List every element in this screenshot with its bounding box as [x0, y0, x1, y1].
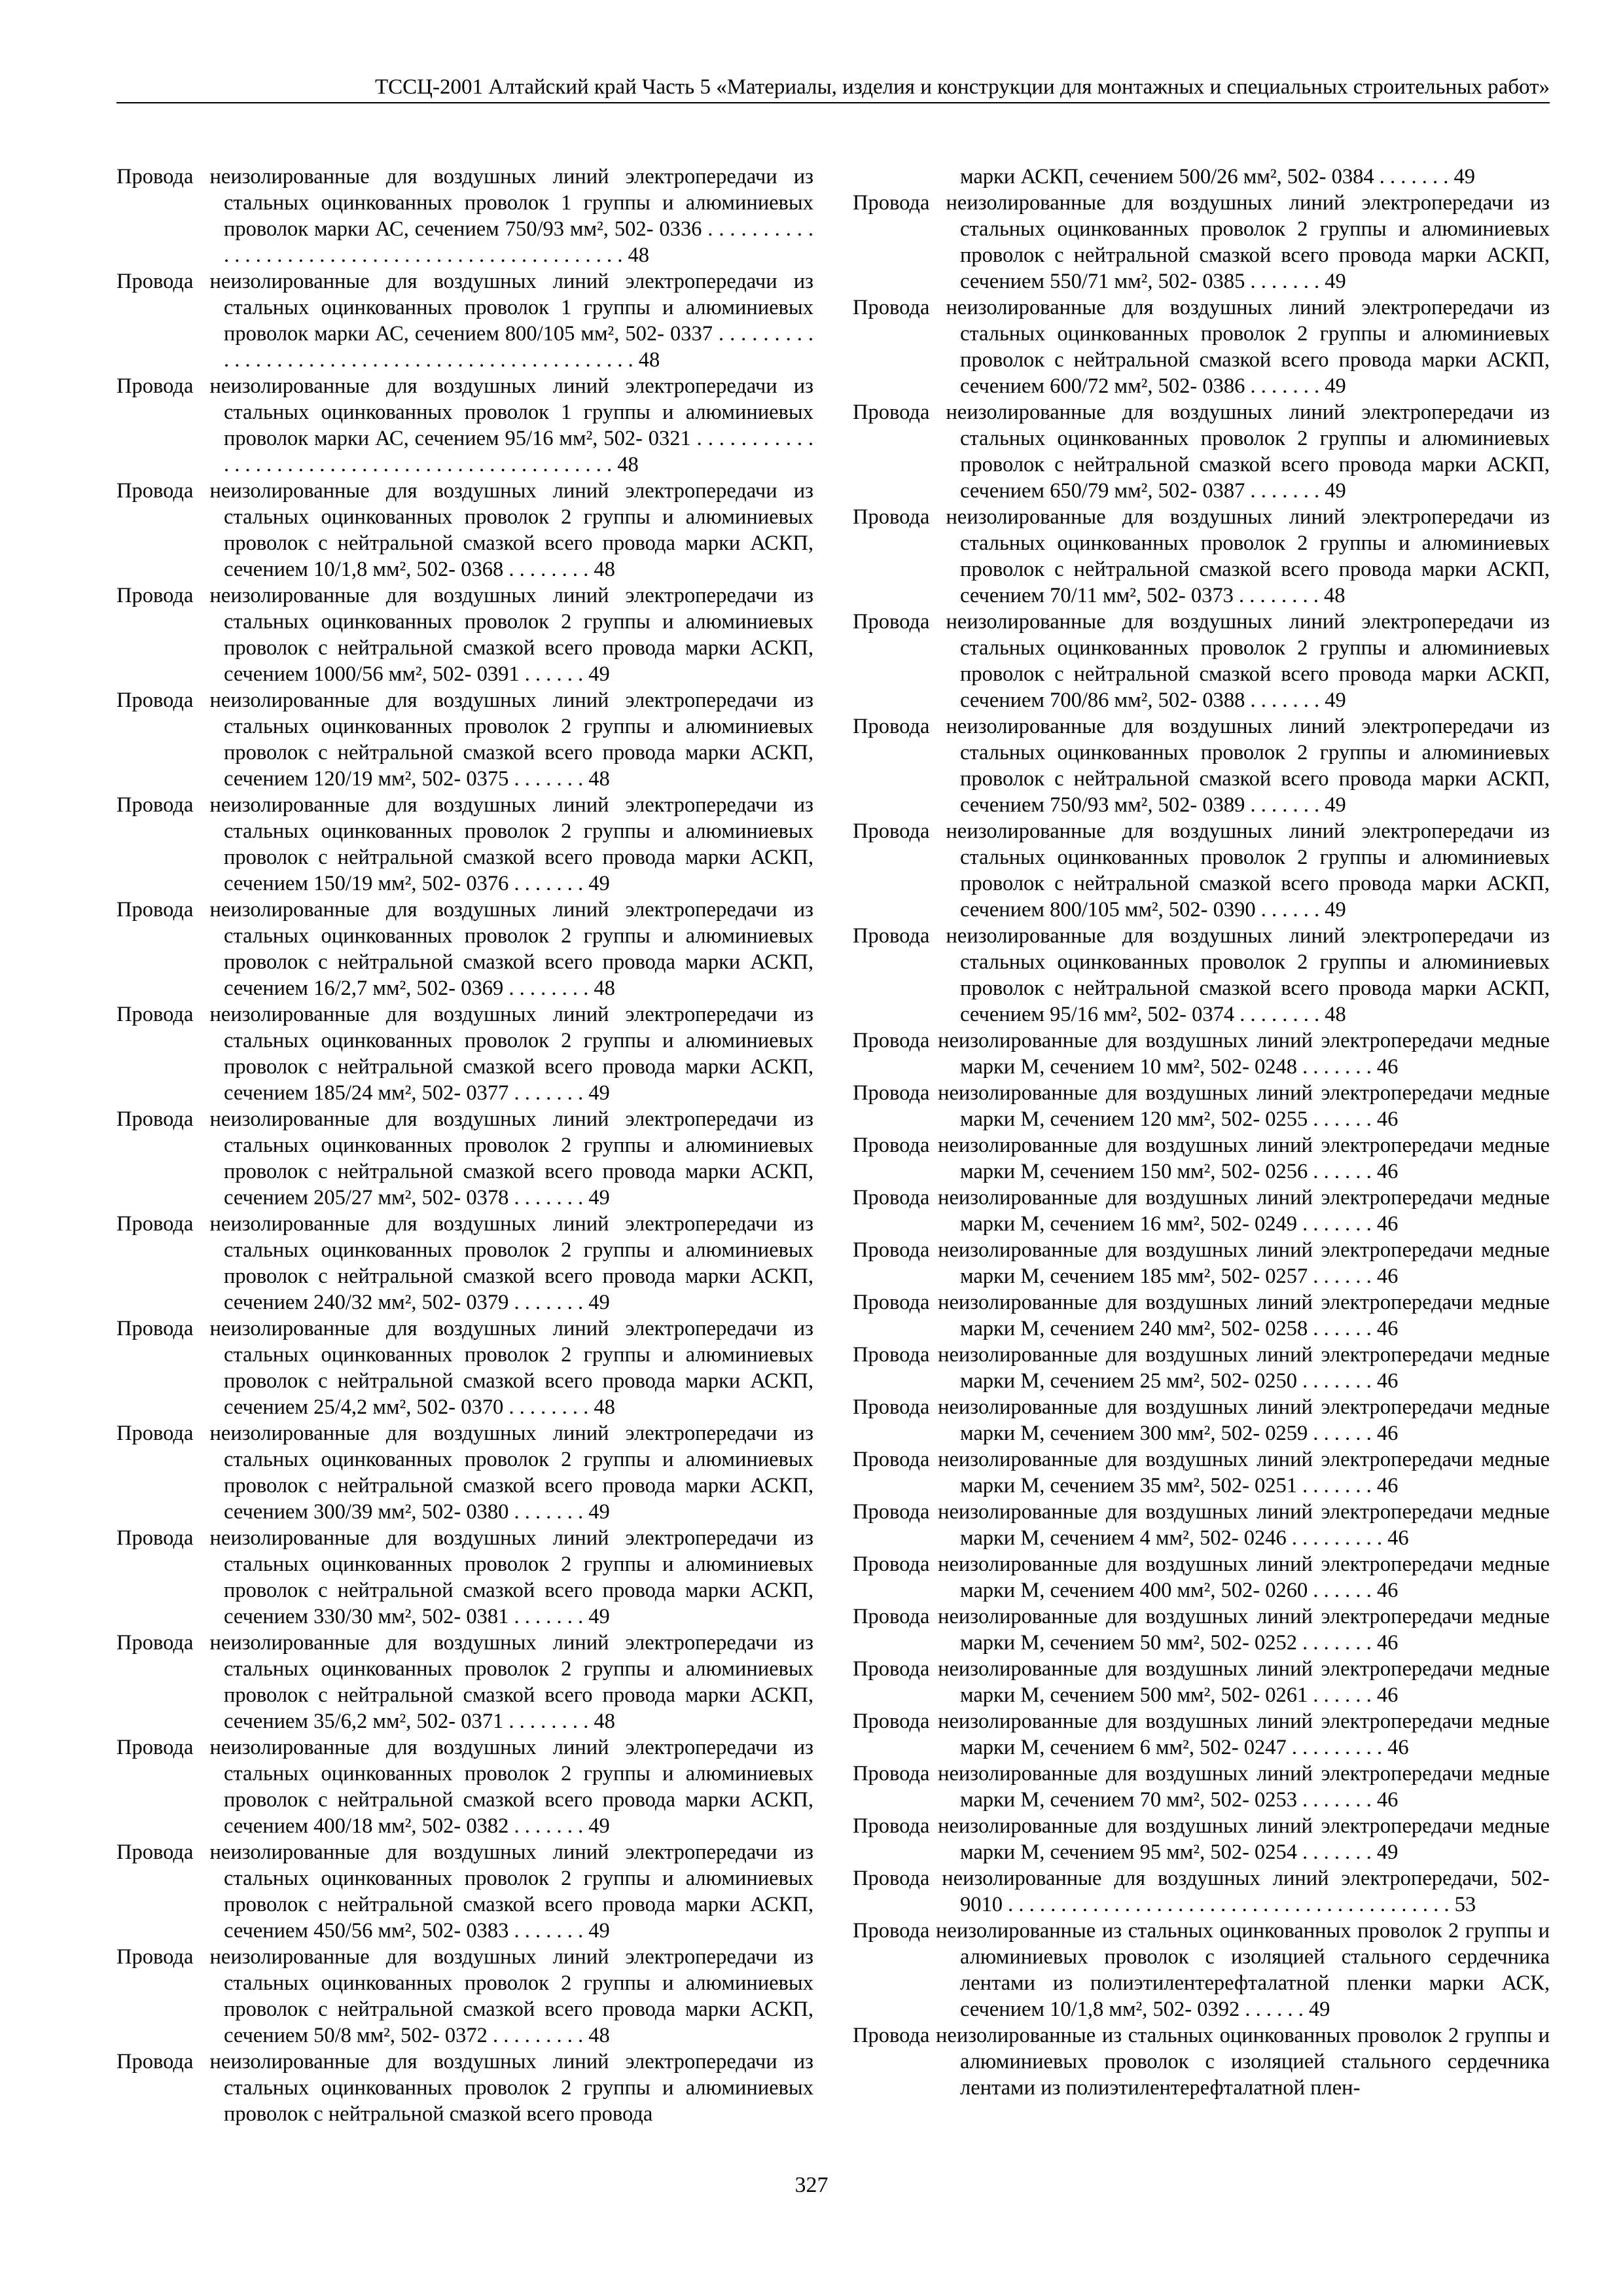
index-entry: Провода неизолированные для воздушных линий электропередачи медные марки М, сечением 150 мм², 502- 0256 . . . . . . 46	[853, 1134, 1550, 1183]
index-entry: Провода неизолированные из стальных оцинкованных проволок 2 группы и алюминиевых проволок с изоляцией стального сердечника лентами из полиэтилентерефталатной пленки марки АСК, сечением 10/1,8 мм², 502- 0392 . . . . . . 49	[853, 1919, 1550, 2021]
index-column-right	[853, 164, 1550, 2101]
index-entry: Провода неизолированные для воздушных линий электропередачи медные марки М, сечением 95 мм², 502- 0254 . . . . . . . 49	[853, 1814, 1550, 1864]
index-entry: Провода неизолированные для воздушных линий электропередачи из стальных оцинкованных проволок 2 группы и алюминиевых проволок с нейтральной смазкой всего провода марки АСКП, сечением 700/86 мм², 502- 0388 . . . . . . . 49	[853, 610, 1550, 712]
index-entry: Провода неизолированные для воздушных линий электропередачи из стальных оцинкованных проволок 2 группы и алюминиевых проволок с нейтральной смазкой всего провода марки АСКП, сечением 240/32 мм², 502- 0379 . . . . . . . 49	[116, 1212, 813, 1314]
index-entry: Провода неизолированные для воздушных линий электропередачи из стальных оцинкованных проволок 2 группы и алюминиевых проволок с нейтральной смазкой всего провода марки АСКП, сечением 205/27 мм², 502- 0378 . . . . . . . 49	[116, 1107, 813, 1210]
index-entry: Провода неизолированные для воздушных линий электропередачи из стальных оцинкованных проволок 2 группы и алюминиевых проволок с нейтральной смазкой всего провода марки АСКП, сечением 550/71 мм², 502- 0385 . . . . . . . 49	[853, 191, 1550, 293]
index-entry: Провода неизолированные для воздушных линий электропередачи медные марки М, сечением 70 мм², 502- 0253 . . . . . . . 46	[853, 1762, 1550, 1812]
index-entry: Провода неизолированные для воздушных линий электропередачи медные марки М, сечением 240 мм², 502- 0258 . . . . . . 46	[853, 1291, 1550, 1340]
index-entry: Провода неизолированные для воздушных линий электропередачи из стальных оцинкованных проволок 2 группы и алюминиевых проволок с нейтральной смазкой всего провода марки АСКП, сечением 330/30 мм², 502- 0381 . . . . . . . 49	[116, 1526, 813, 1628]
index-entry: Провода неизолированные для воздушных линий электропередачи из стальных оцинкованных проволок 2 группы и алюминиевых проволок с нейтральной смазкой всего провода марки АСКП, сечением 150/19 мм², 502- 0376 . . . . . . . 49	[116, 793, 813, 895]
index-entry: Провода неизолированные для воздушных линий электропередачи из стальных оцинкованных проволок 2 группы и алюминиевых проволок с нейтральной смазкой всего провода марки АСКП, сечением 1000/56 мм², 502- 0391 . . . . . . 49	[116, 584, 813, 686]
index-entry: Провода неизолированные для воздушных линий электропередачи из стальных оцинкованных проволок 2 группы и алюминиевых проволок с нейтральной смазкой всего провода марки АСКП, сечением 95/16 мм², 502- 0374 . . . . . . . . 48	[853, 924, 1550, 1026]
index-entry: Провода неизолированные для воздушных линий электропередачи из стальных оцинкованных проволок 1 группы и алюминиевых проволок марки АС, сечением 750/93 мм², 502- 0336 . . . . . . . . . . . . . . . . . . . . . . . . . . . . . . . . . . . . . . . . . . . . . . . . 48	[116, 165, 813, 267]
index-entry: Провода неизолированные для воздушных линий электропередачи медные марки М, сечением 6 мм², 502- 0247 . . . . . . . . . 46	[853, 1710, 1550, 1759]
index-entry: Провода неизолированные для воздушных линий электропередачи медные марки М, сечением 500 мм², 502- 0261 . . . . . . 46	[853, 1657, 1550, 1707]
index-entry: Провода неизолированные для воздушных линий электропередачи из стальных оцинкованных проволок 2 группы и алюминиевых проволок с нейтральной смазкой всего провода марки АСКП, сечением 800/105 мм², 502- 0390 . . . . . . 49	[853, 819, 1550, 922]
page-number: 327	[794, 2173, 829, 2197]
index-entry: Провода неизолированные для воздушных линий электропередачи медные марки М, сечением 16 мм², 502- 0249 . . . . . . . 46	[853, 1186, 1550, 1236]
index-entry: Провода неизолированные для воздушных линий электропередачи медные марки М, сечением 50 мм², 502- 0252 . . . . . . . 46	[853, 1605, 1550, 1655]
index-entry: Провода неизолированные из стальных оцинкованных проволок 2 группы и алюминиевых проволок с изоляцией стального сердечника лентами из полиэтилентерефталатной плен-	[853, 2024, 1550, 2100]
index-entry: Провода неизолированные для воздушных линий электропередачи из стальных оцинкованных проволок 1 группы и алюминиевых проволок марки АС, сечением 95/16 мм², 502- 0321 . . . . . . . . . . . . . . . . . . . . . . . . . . . . . . . . . . . . . . . . . . . . . . . . 48	[116, 374, 813, 476]
index-entry: Провода неизолированные для воздушных линий электропередачи из стальных оцинкованных проволок 2 группы и алюминиевых проволок с нейтральной смазкой всего провода марки АСКП, сечением 70/11 мм², 502- 0373 . . . . . . . . 48	[853, 505, 1550, 607]
index-entry: Провода неизолированные для воздушных линий электропередачи, 502- 9010 . . . . . . . . . . . . . . . . . . . . . . . . . . . . . . . . . . . . . . . . . . 53	[853, 1867, 1550, 1916]
page-header	[116, 73, 1550, 103]
index-entry: Провода неизолированные для воздушных линий электропередачи медные марки М, сечением 400 мм², 502- 0260 . . . . . . 46	[853, 1552, 1550, 1602]
index-entry: Провода неизолированные для воздушных линий электропередачи из стальных оцинкованных проволок 2 группы и алюминиевых проволок с нейтральной смазкой всего провода марки АСКП, сечением 35/6,2 мм², 502- 0371 . . . . . . . . 48	[116, 1631, 813, 1733]
index-entry: Провода неизолированные для воздушных линий электропередачи из стальных оцинкованных проволок 1 группы и алюминиевых проволок марки АС, сечением 800/105 мм², 502- 0337 . . . . . . . . . . . . . . . . . . . . . . . . . . . . . . . . . . . . . . . . . . . . . . . . 48	[116, 270, 813, 372]
index-entry: Провода неизолированные для воздушных линий электропередачи медные марки М, сечением 300 мм², 502- 0259 . . . . . . 46	[853, 1395, 1550, 1445]
index-entry: Провода неизолированные для воздушных линий электропередачи из стальных оцинкованных проволок 2 группы и алюминиевых проволок с нейтральной смазкой всего провода марки АСКП, сечением 750/93 мм², 502- 0389 . . . . . . . 49	[853, 715, 1550, 817]
header-title: ТССЦ-2001 Алтайский край Часть 5 «Материалы, изделия и конструкции для монтажных и специальных строительных работ»	[374, 75, 1550, 99]
index-entry: Провода неизолированные для воздушных линий электропередачи медные марки М, сечением 10 мм², 502- 0248 . . . . . . . 46	[853, 1029, 1550, 1079]
index-column-left	[116, 164, 813, 2127]
index-entry: Провода неизолированные для воздушных линий электропередачи из стальных оцинкованных проволок 2 группы и алюминиевых проволок с нейтральной смазкой всего провода марки АСКП, сечением 650/79 мм², 502- 0387 . . . . . . . 49	[853, 401, 1550, 503]
index-entry: Провода неизолированные для воздушных линий электропередачи медные марки М, сечением 25 мм², 502- 0250 . . . . . . . 46	[853, 1343, 1550, 1393]
index-entry: Провода неизолированные для воздушных линий электропередачи из стальных оцинкованных проволок 2 группы и алюминиевых проволок с нейтральной смазкой всего провода	[116, 2050, 813, 2126]
index-entry: Провода неизолированные для воздушных линий электропередачи из стальных оцинкованных проволок 2 группы и алюминиевых проволок с нейтральной смазкой всего провода марки АСКП, сечением 450/56 мм², 502- 0383 . . . . . . . 49	[116, 1840, 813, 1943]
index-entry: Провода неизолированные для воздушных линий электропередачи из стальных оцинкованных проволок 2 группы и алюминиевых проволок с нейтральной смазкой всего провода марки АСКП, сечением 300/39 мм², 502- 0380 . . . . . . . 49	[116, 1422, 813, 1524]
index-entry: Провода неизолированные для воздушных линий электропередачи из стальных оцинкованных проволок 2 группы и алюминиевых проволок с нейтральной смазкой всего провода марки АСКП, сечением 120/19 мм², 502- 0375 . . . . . . . 48	[116, 689, 813, 791]
index-entry: Провода неизолированные для воздушных линий электропередачи медные марки М, сечением 120 мм², 502- 0255 . . . . . . 46	[853, 1081, 1550, 1131]
index-entry: Провода неизолированные для воздушных линий электропередачи из стальных оцинкованных проволок 2 группы и алюминиевых проволок с нейтральной смазкой всего провода марки АСКП, сечением 10/1,8 мм², 502- 0368 . . . . . . . . 48	[116, 479, 813, 581]
index-entry: Провода неизолированные для воздушных линий электропередачи из стальных оцинкованных проволок 2 группы и алюминиевых проволок с нейтральной смазкой всего провода марки АСКП, сечением 16/2,7 мм², 502- 0369 . . . . . . . . 48	[116, 898, 813, 1000]
index-entry: Провода неизолированные для воздушных линий электропередачи из стальных оцинкованных проволок 2 группы и алюминиевых проволок с нейтральной смазкой всего провода марки АСКП, сечением 25/4,2 мм², 502- 0370 . . . . . . . . 48	[116, 1317, 813, 1419]
index-entry: Провода неизолированные для воздушных линий электропередачи медные марки М, сечением 185 мм², 502- 0257 . . . . . . 46	[853, 1238, 1550, 1288]
index-entry: марки АСКП, сечением 500/26 мм², 502- 0384 . . . . . . . 49	[960, 165, 1475, 188]
index-entry: Провода неизолированные для воздушных линий электропередачи из стальных оцинкованных проволок 2 группы и алюминиевых проволок с нейтральной смазкой всего провода марки АСКП, сечением 185/24 мм², 502- 0377 . . . . . . . 49	[116, 1003, 813, 1105]
index-entry: Провода неизолированные для воздушных линий электропередачи медные марки М, сечением 35 мм², 502- 0251 . . . . . . . 46	[853, 1448, 1550, 1498]
index-entry: Провода неизолированные для воздушных линий электропередачи из стальных оцинкованных проволок 2 группы и алюминиевых проволок с нейтральной смазкой всего провода марки АСКП, сечением 50/8 мм², 502- 0372 . . . . . . . . . 48	[116, 1945, 813, 2047]
index-entry: Провода неизолированные для воздушных линий электропередачи из стальных оцинкованных проволок 2 группы и алюминиевых проволок с нейтральной смазкой всего провода марки АСКП, сечением 400/18 мм², 502- 0382 . . . . . . . 49	[116, 1736, 813, 1838]
index-entry: Провода неизолированные для воздушных линий электропередачи медные марки М, сечением 4 мм², 502- 0246 . . . . . . . . . 46	[853, 1500, 1550, 1550]
index-entry: Провода неизолированные для воздушных линий электропередачи из стальных оцинкованных проволок 2 группы и алюминиевых проволок с нейтральной смазкой всего провода марки АСКП, сечением 600/72 мм², 502- 0386 . . . . . . . 49	[853, 296, 1550, 398]
